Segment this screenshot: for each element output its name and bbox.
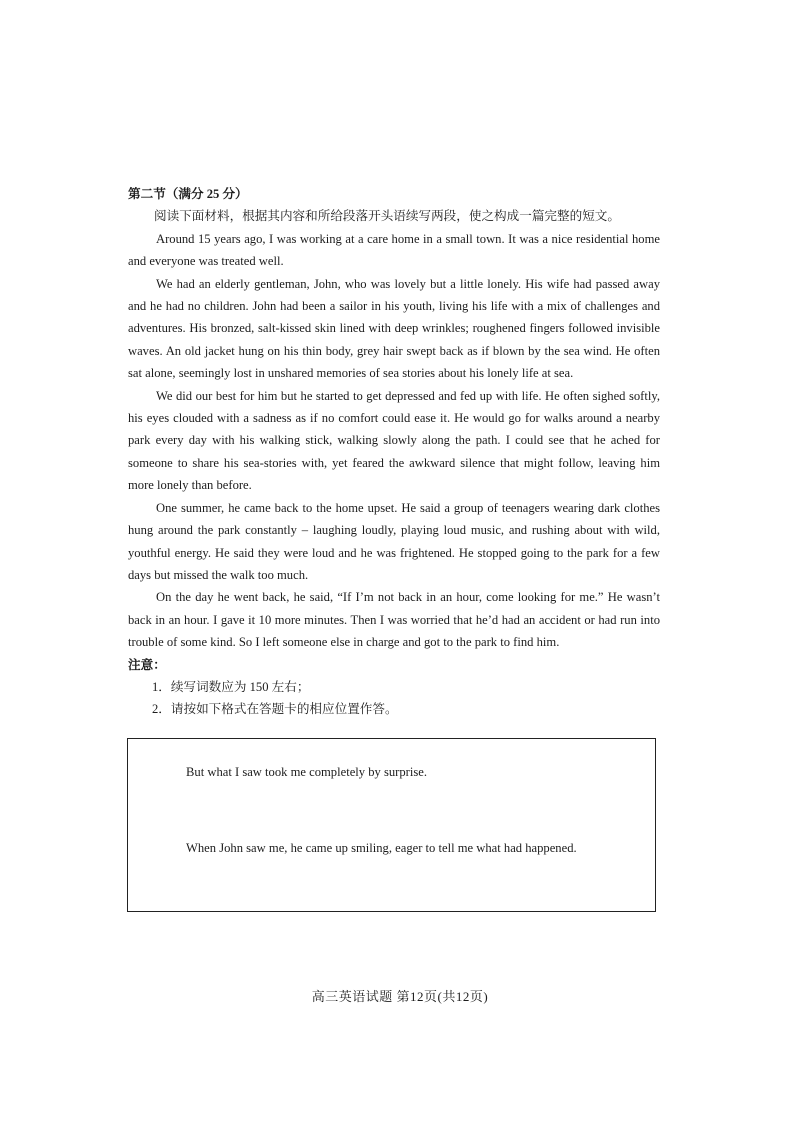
note-item-2: 2．请按如下格式在答题卡的相应位置作答。 [152,702,398,717]
passage-paragraph-5: On the day he went back, he said, “If I’m not back in an hour, come looking for me.” He wasn’t back in an hour. I gave it 10 more minutes. Then I was worried that he’d had an accident or had run into trouble of some kind. So I left someone else in charge and got to the park to find him. [128,590,660,650]
continuation-opening-1: But what I saw took me completely by surprise. [186,765,427,779]
section-content [128,183,660,721]
page-footer: 高三英语试题 第12页(共12页) [311,989,489,1004]
section-title: 第二节（满分 25 分） [128,187,248,201]
passage-paragraph-1: Around 15 years ago, I was working at a care home in a small town. It was a nice residential home and everyone was treated well. [128,231,660,269]
continuation-opening-2: When John saw me, he came up smiling, eager to tell me what had happened. [186,841,577,855]
notes-title: 注意： [128,657,166,672]
passage-paragraph-4: One summer, he came back to the home upset. He said a group of teenagers wearing dark clothes hung around the park constantly – laughing loudly, playing loud music, and rushing about with wild, youthful energy. He said they were loud and he was frightened. He stopped going to the park for a few days but missed the walk too much. [128,500,660,582]
passage-paragraph-2: We had an elderly gentleman, John, who was lovely but a little lonely. His wife had passed away and he had no children. John had been a sailor in his youth, living his life with a mix of challenges and adventures. His bronzed, salt-kissed skin lined with deep wrinkles; roughened fingers followed invisible waves. An old jacket hung on his thin body, grey hair swept back as if blown by the sea wind. He often sat alone, seemingly lost in unshared memories of sea stories about his lonely life at sea. [128,276,660,381]
section-instruction: 阅读下面材料，根据其内容和所给段落开头语续写两段，使之构成一篇完整的短文。 [154,209,620,224]
passage-paragraph-3: We did our best for him but he started to get depressed and fed up with life. He often sighed softly, his eyes clouded with a sadness as if no comfort could ease it. He would go for walks around a nearby park every day with his walking stick, walking slowly along the path. I could see that he ached for someone to share his sea-stories with, yet feared the awkward silence that might follow, leaving him more lonely than before. [128,388,660,493]
answer-format-box [127,738,656,912]
note-item-1: 1．续写词数应为 150 左右； [152,679,310,694]
